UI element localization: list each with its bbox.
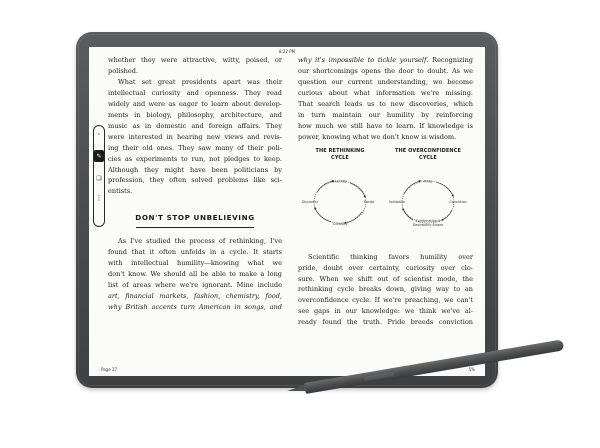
text-line: power, knowing what we don't know is wisdom. <box>298 132 457 141</box>
diagram-title: THE RETHINKING <box>315 147 365 154</box>
text-line: found that it often unfolds in a cycle. It starts <box>108 248 282 257</box>
heading-underline <box>136 227 254 228</box>
right-page[interactable] <box>298 55 473 328</box>
text-line: overconfidence cycle. If we're preaching, we can't <box>298 296 473 305</box>
stylus-tip <box>287 385 306 394</box>
text-line: list of areas where we're ignorant. Mine include <box>108 281 282 290</box>
reading-progress: 5% <box>468 367 475 372</box>
text-line: why it's impossible to tickle yourself. Recognizing <box>298 56 473 64</box>
node-label: Humility <box>333 179 347 184</box>
text-line: What set great presidents apart was their <box>118 77 282 86</box>
node-label: Discovery <box>301 199 319 204</box>
text-line: As I've studied the process of rethinking, I've <box>118 237 282 246</box>
overconfidence-cycle-diagram <box>386 148 470 246</box>
text-line: whether they were attractive, witty, poised, or <box>108 56 282 64</box>
page-number: Page 27 <box>101 367 118 372</box>
node-label: Curiosity <box>332 221 348 226</box>
overconfidence-cycle-graphic <box>386 164 470 244</box>
text-line: why British accents turn American in songs, and <box>108 303 282 312</box>
italic-fragment: why it's impossible to tickle yourself <box>298 56 427 64</box>
text-line: sure. When we shift out of scientist mode, the <box>298 274 473 283</box>
text-line: were interested in hearing new views and revis- <box>108 132 282 141</box>
text-line: music as in domestic and foreign affairs. They <box>108 121 282 130</box>
text-line: widely and were as eager to learn about develop- <box>108 99 282 108</box>
node-label: Pride <box>423 179 433 184</box>
text-line: art, financial markets, fashion, chemistry, food, <box>108 292 282 301</box>
diagram-title: CYCLE <box>419 154 437 161</box>
text-line: ments in biology, philosophy, architecture, and <box>108 110 282 119</box>
node-label: Validation <box>388 199 406 204</box>
text-line: intellectual curiosity and openness. They read <box>108 88 282 97</box>
text-line: Although they might have been politicians by <box>108 165 282 174</box>
cycle-arrow <box>345 212 362 223</box>
text-line: our shortcomings opens the door to doubt. As we <box>298 66 473 75</box>
cycle-diagrams <box>298 148 473 246</box>
node-label: Confirmation & <box>415 218 441 223</box>
e-reader-device <box>76 32 498 388</box>
text-line: see gaps in our knowledge: we think we've al- <box>298 307 473 316</box>
text-line: don't know. We should all be able to make a long <box>108 270 282 279</box>
section-heading: DON'T STOP UNBELIEVING <box>135 213 255 223</box>
diagram-title: CYCLE <box>331 154 349 161</box>
text-line: curious about what information we're missing. <box>298 88 473 97</box>
cycle-arrow <box>317 181 333 192</box>
chevron-up-icon[interactable]: ⌃ <box>96 133 102 139</box>
text-line: That search leads us to new discoveries, which <box>298 99 473 108</box>
text-line: ready found the truth. Pride breeds conviction <box>298 318 473 327</box>
e-ink-screen[interactable] <box>89 47 485 376</box>
status-time: 8:22 PM <box>278 49 296 54</box>
node-label: Doubt <box>363 199 375 204</box>
pen-icon[interactable]: ✎ <box>94 150 104 162</box>
diagram-title: THE OVERCONFIDENCE <box>394 147 462 154</box>
stylus-grip <box>364 372 394 381</box>
text-line: rethinking cycle breaks down, giving way to an <box>298 285 473 294</box>
text-line: how much we still have to learn. If knowledge is <box>298 121 473 130</box>
text-line: profession, they often solved problems like sci- <box>108 176 282 185</box>
text-line: cies as experiments to run, not pledges to keep. <box>108 154 282 163</box>
left-page[interactable] <box>108 55 282 313</box>
annotation-toolbar <box>93 125 105 227</box>
text-line: Scientific thinking favors humility over <box>308 252 473 261</box>
cycle-arrow <box>315 208 331 222</box>
text-line: pride, doubt over certainty, curiosity over clo- <box>298 263 473 272</box>
rethinking-cycle-diagram <box>298 148 382 246</box>
more-vertical-icon[interactable]: ⋮ <box>95 194 103 202</box>
cycle-arrow <box>442 210 452 220</box>
text-line: question our current understanding, we become <box>298 77 473 86</box>
sticky-note-icon[interactable]: ❑ <box>96 174 102 182</box>
cycle-arrow <box>350 183 365 197</box>
text-line: ing their old ones. They saw many of their poli- <box>108 143 282 152</box>
node-label: Conviction <box>449 199 467 204</box>
node-label: Desirability Biases <box>412 222 444 227</box>
text-line: entists. <box>108 187 133 196</box>
rethinking-cycle-graphic <box>298 164 382 244</box>
text-line: in turn maintain our humility by reinforcing <box>298 110 473 119</box>
text-line: polished. <box>108 66 139 75</box>
text-line: with intellectual humility—knowing what we <box>108 259 282 268</box>
cycle-arrow <box>436 182 453 196</box>
